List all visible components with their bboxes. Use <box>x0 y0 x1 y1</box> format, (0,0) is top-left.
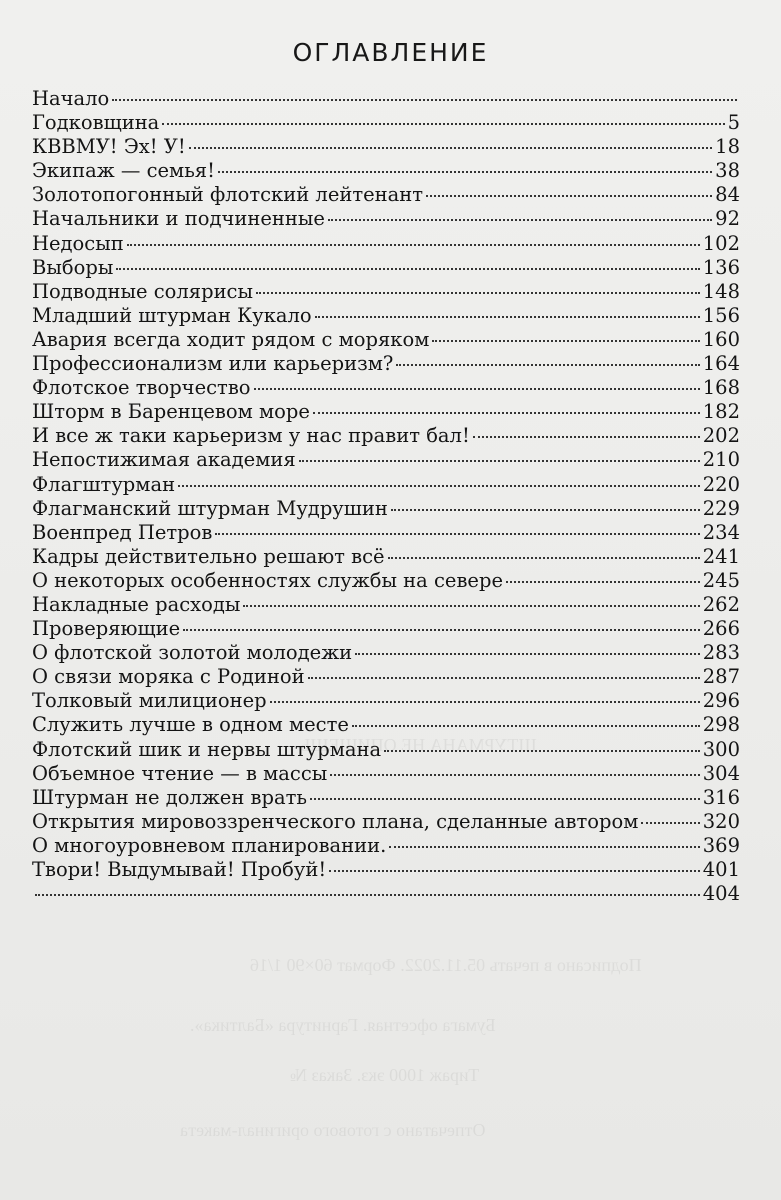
dot-leader <box>308 677 700 679</box>
toc-entry-page-number: 202 <box>702 424 740 448</box>
toc-entry-title: Начало <box>32 87 110 110</box>
dot-leader <box>641 822 699 824</box>
toc-entry-page-number: 298 <box>702 713 740 737</box>
toc-entry-title: Младший штурман Кукало <box>32 303 312 327</box>
toc-entry-page-number: 164 <box>702 352 740 376</box>
toc-entry-title: Недосып <box>32 231 124 255</box>
toc-entry-title: Объемное чтение — в массы <box>32 761 328 785</box>
toc-entry <box>32 665 740 689</box>
toc-entry-title: Начальники и подчиненные <box>32 207 325 231</box>
toc-entry-page-number: 241 <box>702 544 740 568</box>
toc-entry-page-number: 18 <box>715 135 740 159</box>
dot-leader <box>352 725 700 727</box>
toc-entry-title: КВВМУ! Эх! У! <box>32 135 186 159</box>
toc-entry <box>32 545 740 569</box>
toc-entry-title: Непостижимая академия <box>32 448 296 472</box>
toc-entry-page-number: 266 <box>702 617 740 641</box>
toc-entry <box>32 834 740 858</box>
dot-leader <box>355 653 700 655</box>
toc-entry <box>32 569 740 593</box>
toc-entry-page-number: 401 <box>702 858 740 881</box>
dot-leader <box>35 894 700 896</box>
dot-leader <box>384 750 700 752</box>
toc-entry-page-number: 320 <box>702 809 740 833</box>
toc-entry-title: О некоторых особенностях службы на севере <box>32 568 503 592</box>
dot-leader <box>215 533 699 535</box>
dot-leader <box>243 605 699 607</box>
toc-entry-page-number: 229 <box>702 496 740 520</box>
toc-entry <box>32 521 740 545</box>
toc-entry-title: О связи моряка с Родиной <box>32 665 305 689</box>
toc-entry-page-number: 84 <box>715 183 740 207</box>
toc-entry-page-number: 262 <box>702 592 740 616</box>
dot-leader <box>162 123 724 125</box>
toc-entry-title: Толковый милиционер <box>32 689 267 713</box>
dot-leader <box>313 412 700 414</box>
toc-entry-title: Открытия мировоззренческого плана, сделанные автором <box>32 809 639 833</box>
dot-leader <box>127 244 700 246</box>
dot-leader <box>256 292 700 294</box>
toc-entry-title: Накладные расходы <box>32 592 241 616</box>
toc-entry-page-number: 92 <box>715 207 740 231</box>
bleed-through-text: Отпечатано с готового оригинал-макета <box>180 1120 486 1140</box>
toc-entry-page-number: 369 <box>702 833 740 857</box>
toc-entry-title: О многоуровневом планировании. <box>32 833 387 857</box>
dot-leader <box>189 147 712 149</box>
toc-entry <box>32 207 740 231</box>
toc-entry <box>32 641 740 665</box>
toc-entry <box>32 111 740 135</box>
toc-entry <box>32 424 740 448</box>
toc-entry-page-number: 5 <box>727 111 740 135</box>
toc-entry-title: Флагманский штурман Мудрушин <box>32 496 388 520</box>
dot-leader <box>183 629 700 631</box>
toc-entry-page-number: 148 <box>702 279 740 303</box>
toc-entry-title: О флотской золотой молодежи <box>32 641 353 665</box>
toc-entry-page-number: 38 <box>715 159 740 183</box>
toc-entry-title: Профессионализм или карьеризм? <box>32 352 394 376</box>
toc-entry-title: Флотское творчество <box>32 376 251 400</box>
toc-entry-page-number: 287 <box>702 665 740 689</box>
toc-entry <box>32 448 740 472</box>
toc-entry-page-number: 245 <box>702 568 740 592</box>
page-title: ОГЛАВЛЕНИЕ <box>292 38 489 67</box>
toc-entry-page-number: 136 <box>702 255 740 279</box>
toc-entry-page-number: 156 <box>702 303 740 327</box>
toc-entry <box>32 473 740 497</box>
dot-leader <box>389 846 699 848</box>
dot-leader <box>315 316 700 318</box>
dot-leader <box>391 509 700 511</box>
dot-leader <box>330 774 699 776</box>
toc-entry <box>32 497 740 521</box>
toc-entry-title: Выборы <box>32 255 114 279</box>
dot-leader <box>270 701 700 703</box>
toc-entry <box>32 280 740 304</box>
toc-entry <box>32 376 740 400</box>
toc-entry-title: Авария всегда ходит рядом с моряком <box>32 327 430 351</box>
toc-entry <box>32 617 740 641</box>
toc-entry <box>32 593 740 617</box>
toc-entry-title: Проверяющие <box>32 617 181 641</box>
toc-entry-title: Служить лучше в одном месте <box>32 713 349 737</box>
toc-entry <box>32 786 740 810</box>
toc-entry <box>32 328 740 352</box>
toc-entry-page-number: 220 <box>702 472 740 496</box>
dot-leader <box>254 388 700 390</box>
toc-entry <box>32 400 740 424</box>
toc-entry-page-number: 404 <box>702 882 740 906</box>
dot-leader <box>426 195 712 197</box>
toc-entry-title: Подводные солярисы <box>32 279 254 303</box>
dot-leader <box>506 581 700 583</box>
dot-leader <box>178 485 700 487</box>
toc-entry-page-number: 102 <box>702 231 740 255</box>
toc-entry <box>32 135 740 159</box>
toc-entry <box>32 882 740 906</box>
toc-entry <box>32 713 740 737</box>
toc-entry <box>32 232 740 256</box>
bleed-through-text: Подписано в печать 05.11.2022. Формат 60×90 1/16 <box>250 955 642 975</box>
toc-entry-page-number: 160 <box>702 327 740 351</box>
dot-leader <box>299 460 700 462</box>
dot-leader <box>473 436 700 438</box>
toc-entry <box>32 159 740 183</box>
toc-entry-page-number: 316 <box>702 785 740 809</box>
toc-entry-title: Штурман не должен врать <box>32 785 308 809</box>
toc-entry-title: Экипаж — семья! <box>32 159 215 183</box>
toc-entry <box>32 689 740 713</box>
bleed-through-text: ШТУРМАНА НЕ ОПИШЕШЬ <box>300 735 537 755</box>
toc-entry-title: Золотопогонный флотский лейтенант <box>32 183 424 207</box>
dot-leader <box>328 219 712 221</box>
table-of-contents <box>32 87 740 906</box>
dot-leader <box>432 340 699 342</box>
dot-leader <box>396 364 699 366</box>
dot-leader <box>329 870 700 872</box>
toc-entry-title: Кадры действительно решают всё <box>32 544 385 568</box>
toc-entry <box>32 810 740 834</box>
toc-entry <box>32 256 740 280</box>
toc-entry <box>32 304 740 328</box>
toc-entry-title: Флотский шик и нервы штурмана <box>32 737 382 761</box>
dot-leader <box>112 99 737 101</box>
toc-entry <box>32 352 740 376</box>
toc-entry-page-number: 300 <box>702 737 740 761</box>
bleed-through-text: Бумага офсетная. Гарнитура «Балтика». <box>190 1015 496 1035</box>
toc-entry-title: Твори! Выдумывай! Пробуй! <box>32 858 327 881</box>
dot-leader <box>310 798 700 800</box>
dot-leader <box>218 171 712 173</box>
toc-entry-page-number: 234 <box>702 520 740 544</box>
toc-entry-title: Годковщина <box>32 111 160 135</box>
toc-entry <box>32 738 740 762</box>
dot-leader <box>388 557 700 559</box>
toc-entry <box>32 858 740 882</box>
toc-entry-title: Военпред Петров <box>32 520 213 544</box>
toc-entry-title: Шторм в Баренцевом море <box>32 400 310 424</box>
toc-entry-page-number: 210 <box>702 448 740 472</box>
toc-entry <box>32 87 740 111</box>
toc-entry-page-number: 296 <box>702 689 740 713</box>
toc-entry-title: И все ж таки карьеризм у нас правит бал! <box>32 424 470 448</box>
toc-entry <box>32 762 740 786</box>
toc-entry-title: Флагштурман <box>32 472 176 496</box>
bleed-through-text: Тираж 1000 экз. Заказ № <box>290 1065 480 1085</box>
toc-entry-page-number: 168 <box>702 376 740 400</box>
toc-entry <box>32 183 740 207</box>
toc-entry-page-number: 304 <box>702 761 740 785</box>
dot-leader <box>116 268 699 270</box>
toc-entry-page-number: 182 <box>702 400 740 424</box>
toc-entry-page-number: 283 <box>702 641 740 665</box>
